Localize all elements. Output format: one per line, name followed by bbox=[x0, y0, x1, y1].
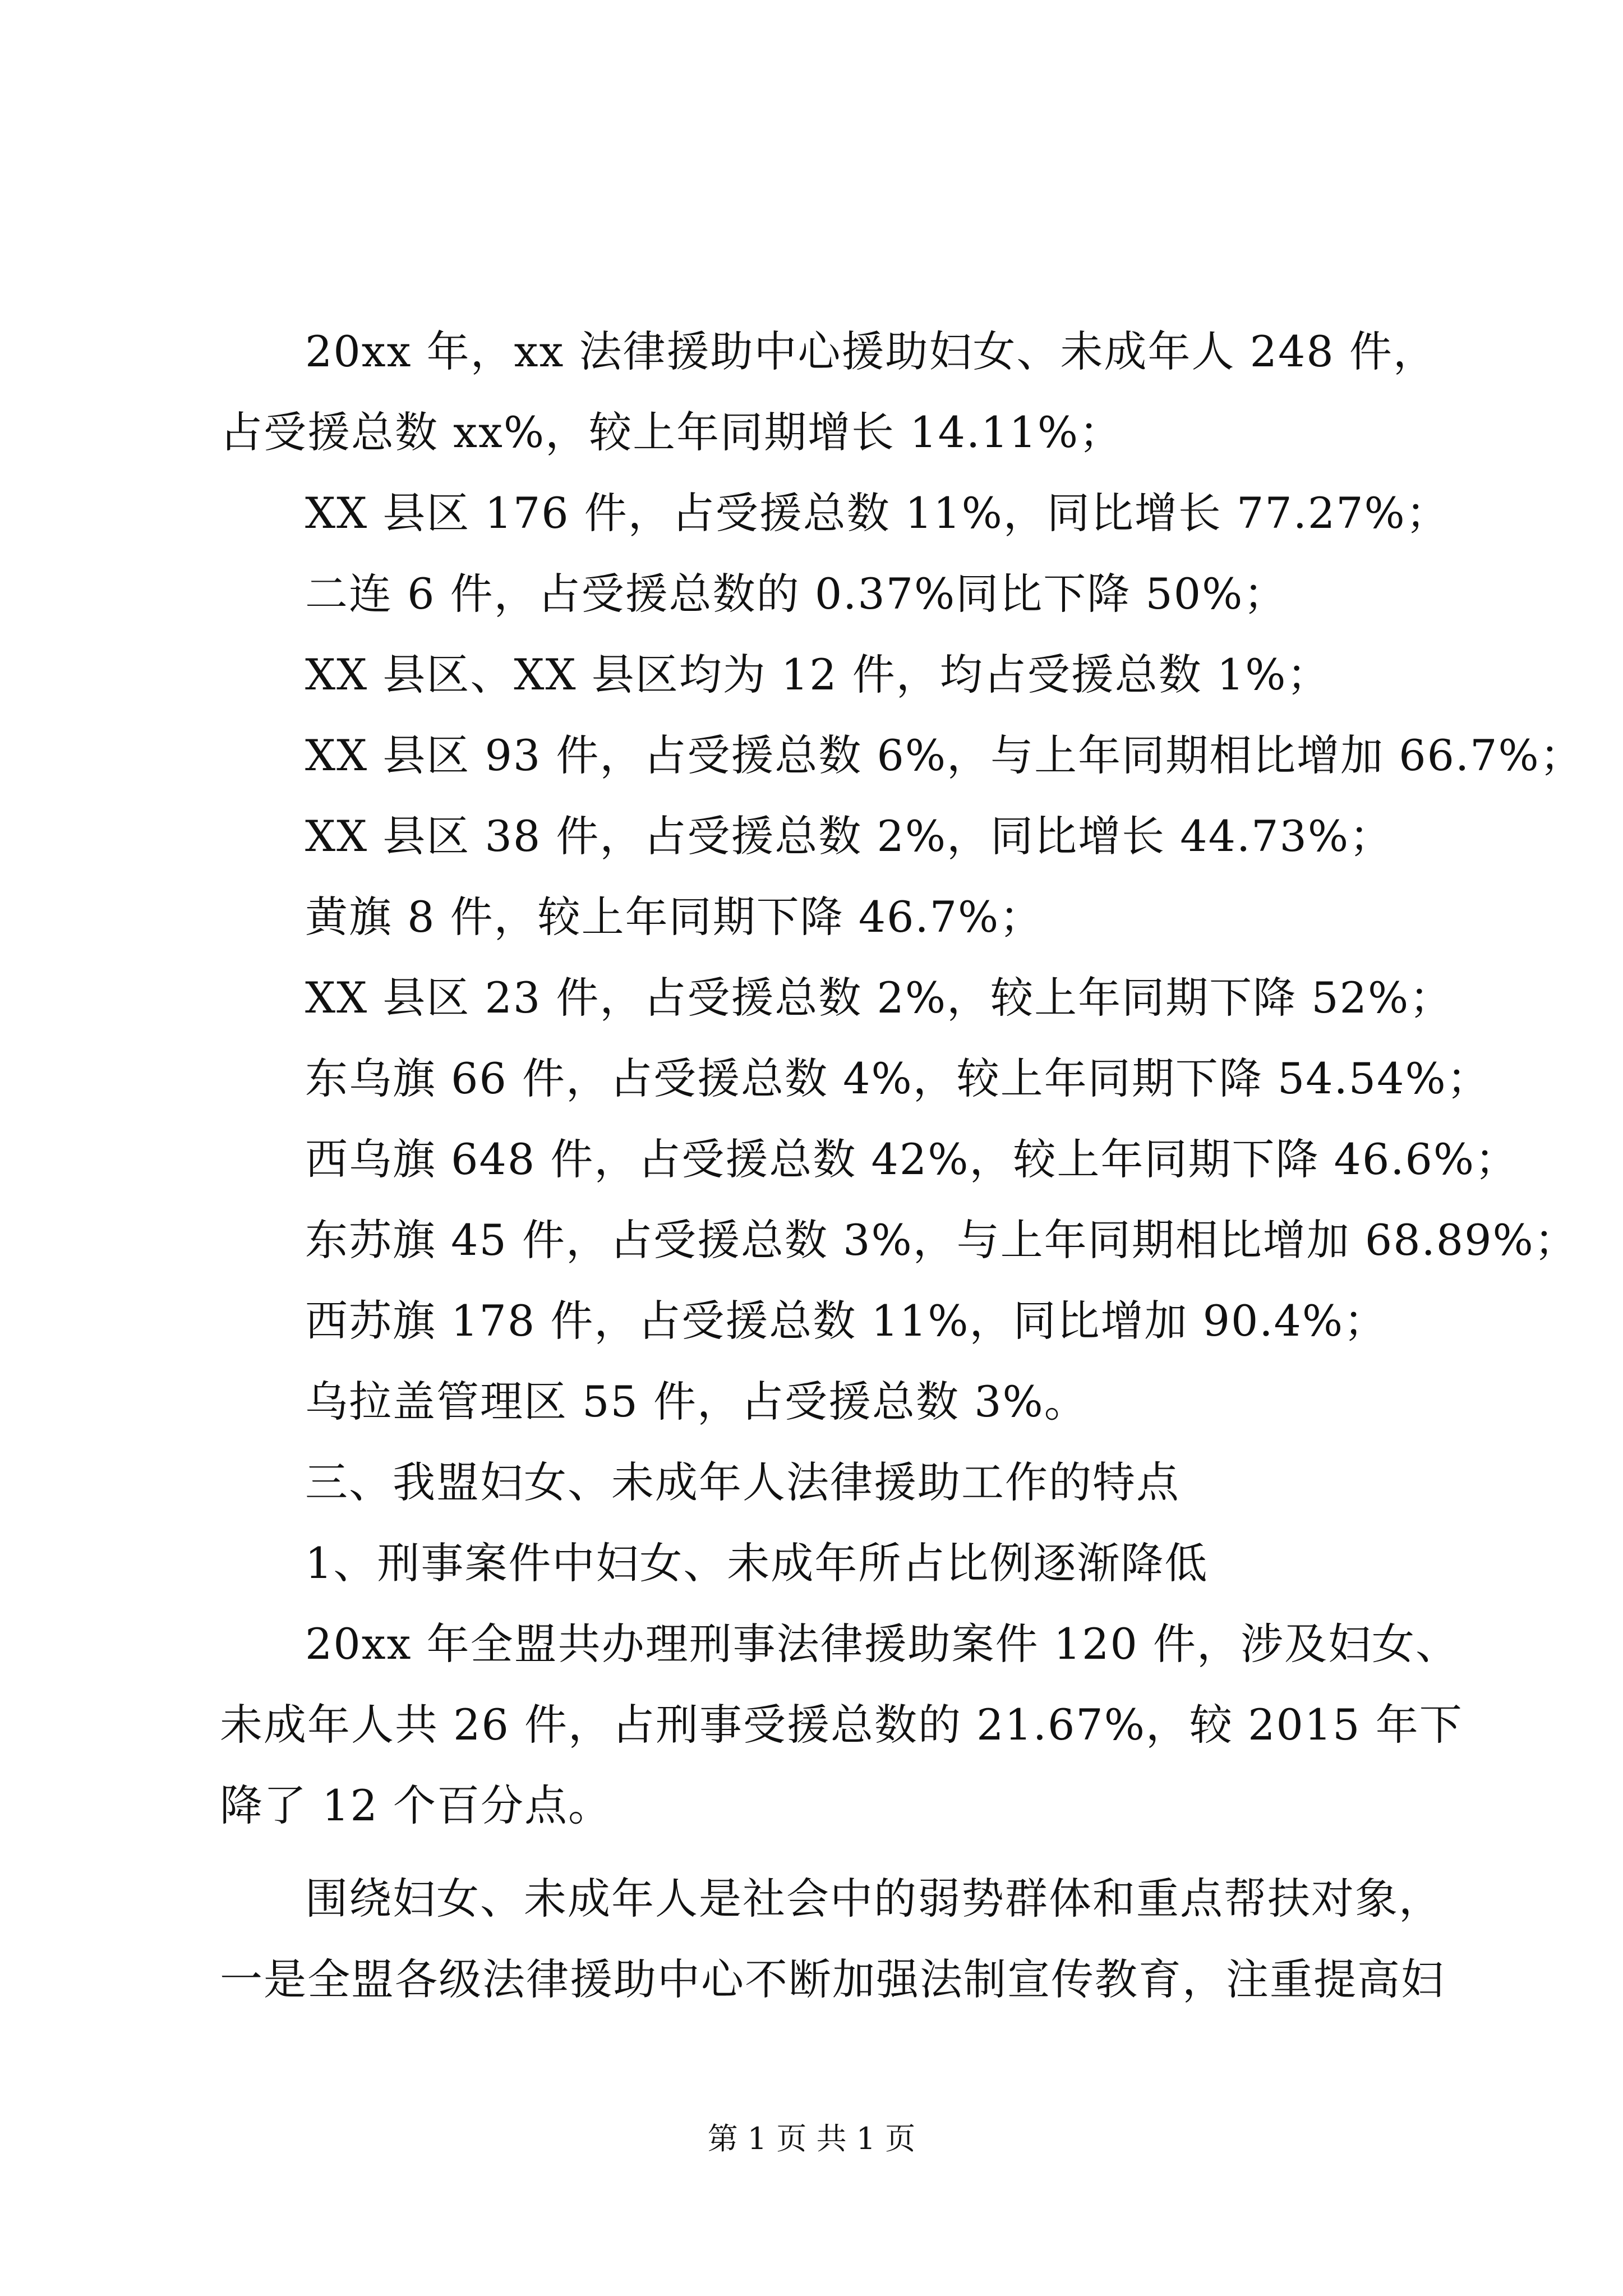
section-heading-3: 三、我盟妇女、未成年人法律援助工作的特点 bbox=[305, 1457, 1180, 1507]
document-body bbox=[220, 311, 1584, 2020]
paragraph-county-1: XX 县区 176 件，占受援总数 11%，同比增长 77.27%； bbox=[305, 488, 1450, 538]
paragraph-xisuqi: 西苏旗 178 件，占受援总数 11%，同比增加 90.4%； bbox=[305, 1296, 1388, 1346]
paragraph-erlian: 二连 6 件，占受援总数的 0.37%同比下降 50%； bbox=[305, 569, 1288, 619]
subheading-1: 1、刑事案件中妇女、未成年所占比例逐渐降低 bbox=[305, 1538, 1209, 1588]
paragraph-dongsuqi: 东苏旗 45 件，占受援总数 3%，与上年同期相比增加 68.89%； bbox=[305, 1215, 1578, 1265]
paragraph-county-3: XX 县区 93 件，占受援总数 6%，与上年同期相比增加 66.7%； bbox=[305, 730, 1584, 780]
paragraph-huangqi: 黄旗 8 件，较上年同期下降 46.7%； bbox=[305, 892, 1044, 942]
paragraph-measures: 围绕妇女、未成年人是社会中的弱势群体和重点帮扶对象，一是全盟各级法律援助中心不断加强法制宣传教育，注重提高妇 bbox=[220, 1874, 1445, 2004]
paragraph-county-4: XX 县区 38 件，占受援总数 2%，同比增长 44.73%； bbox=[305, 811, 1394, 861]
paragraph-xiwuqi: 西乌旗 648 件，占受援总数 42%，较上年同期下降 46.6%； bbox=[305, 1134, 1519, 1184]
paragraph-criminal-cases: 20xx 年全盟共办理刑事法律援助案件 120 件，涉及妇女、未成年人共 26 件，占刑事受援总数的 21.67%，较 2015 年下降了 12 个百分点。 bbox=[220, 1619, 1463, 1830]
paragraph-assistance-summary: 20xx 年，xx 法律援助中心援助妇女、未成年人 248 件，占受援总数 xx%，较上年同期增长 14.11%； bbox=[220, 326, 1437, 457]
paragraph-county-5: XX 县区 23 件，占受援总数 2%，较上年同期下降 52%； bbox=[305, 973, 1454, 1023]
paragraph-dongwuqi: 东乌旗 66 件，占受援总数 4%，较上年同期下降 54.54%； bbox=[305, 1053, 1491, 1103]
page-footer: 第 1 页 共 1 页 bbox=[707, 2121, 916, 2156]
paragraph-wulagai: 乌拉盖管理区 55 件，占受援总数 3%。 bbox=[305, 1377, 1088, 1427]
paragraph-county-2: XX 县区、XX 县区均为 12 件，均占受援总数 1%； bbox=[305, 650, 1331, 700]
